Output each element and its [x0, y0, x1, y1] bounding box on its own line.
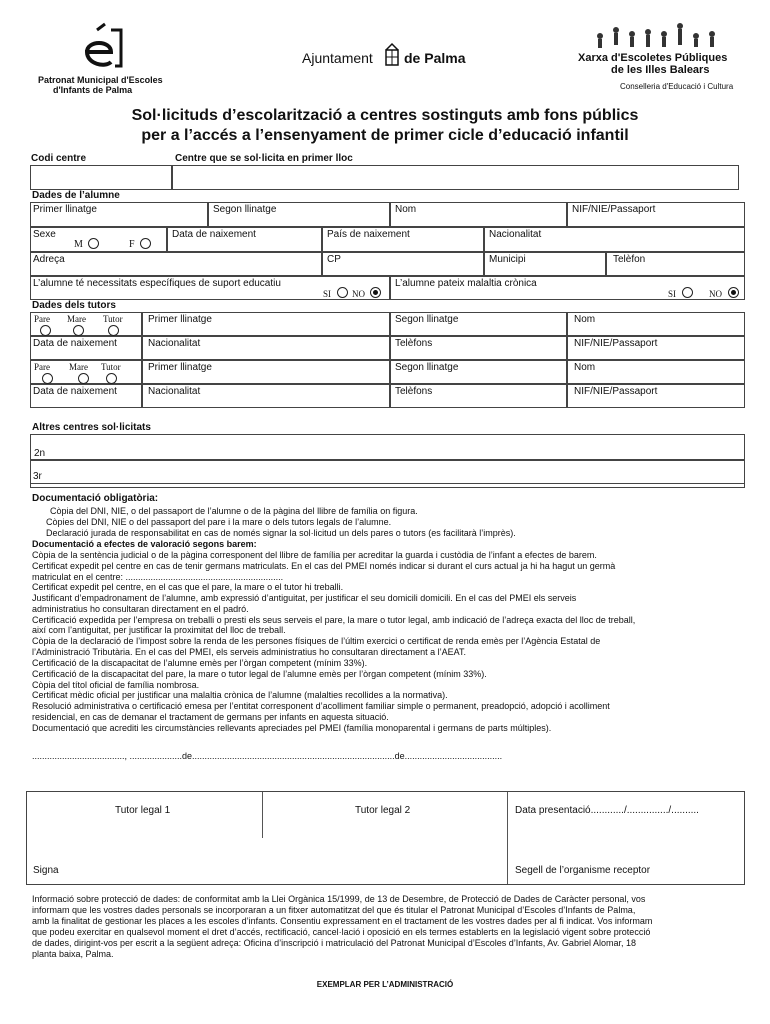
barem-line: així com l’antiguitat, per justificar la proximitat del lloc de treball. [32, 625, 286, 635]
alumne-adreca-field[interactable] [30, 252, 322, 276]
ajuntament-text: Ajuntament [302, 50, 373, 66]
signatures-table [26, 791, 745, 885]
patronat-name-2: d'Infants de Palma [53, 85, 133, 95]
data-presentacio-label[interactable]: Data presentació............/.............../.......... [515, 805, 699, 816]
barem-line: Documentació que acrediti les circumstàncies rellevants apreciades pel PMEI (família monoparental i germans de parts múltiples). [32, 723, 552, 733]
proteccio-line: que podeu exercitar en qualsevol moment el dret d’accés, rectificació, cancel·lació i oposició en els termes establerts en la legislació vigent sobre protecció [32, 927, 651, 937]
e-logo-icon [75, 22, 127, 72]
barem-line: Certificació expedida per l’empresa on treballi o presti els seus serveis el pare, la mare o tutor legal, amb indicació de l’adreça exacta del lloc de treball, [32, 615, 636, 625]
alumne-section-title: Dades de l’alumne [32, 190, 120, 201]
alumne-segon-llinatge-field[interactable] [208, 202, 390, 227]
xarxa-name-1: Xarxa d'Escoletes Públiques [578, 52, 728, 64]
malaltia-si-radio[interactable] [682, 287, 693, 298]
tutor2-nif-field[interactable] [567, 384, 745, 408]
altres-3r-label: 3r [33, 471, 42, 482]
children-figures-icon [592, 22, 722, 50]
field-label: CP [327, 254, 341, 265]
alumne-municipi-field[interactable] [484, 252, 606, 276]
tutor1-pare-label: Pare [34, 314, 50, 324]
obligatoria-item: Declaració jurada de responsabilitat en cas de només signar la sol·licitud un dels pares o tutors (es facilitarà l’imprès). [46, 528, 516, 538]
field-label: L’alumne pateix malaltia crònica [395, 278, 537, 289]
proteccio-line: informam que les vostres dades personals se incorporaran a un fitxer automatitzat del que és titular el Patronat Municipal d’Escoles d’Infants de Palma, [32, 905, 636, 915]
tutor1-mare-label: Mare [67, 314, 86, 324]
necessitats-si-radio[interactable] [337, 287, 348, 298]
barem-line: Còpia de la declaració de l’impost sobre la renda de les persones físiques de l’últim exercici o certificat de renda emès per l’Agència Estatal de [32, 636, 601, 646]
field-label: Adreça [33, 254, 65, 265]
alumne-telefon-field[interactable] [606, 252, 745, 276]
codi-centre-label: Codi centre [31, 153, 87, 164]
barem-line: Certificat mèdic oficial per justificar una malaltia crònica de l’alumne (malalties recollides a la normativa). [32, 690, 448, 700]
conselleria-text: Conselleria d'Educació i Cultura [620, 82, 734, 91]
codi-centre-input[interactable] [30, 165, 172, 190]
sexe-f-label: F [129, 239, 135, 250]
field-label: Nom [395, 204, 417, 215]
altres-2n-field[interactable] [30, 448, 745, 484]
necessitats-si-label: SI [323, 289, 332, 299]
field-label: Nom [574, 362, 596, 373]
field-label: Nom [574, 314, 596, 325]
sexe-m-radio[interactable] [88, 238, 99, 249]
field-label: Nacionalitat [489, 229, 542, 240]
alumne-pais-field[interactable] [322, 227, 484, 252]
patronat-name-1: Patronat Municipal d'Escoles [38, 75, 163, 85]
field-label: NIF/NIE/Passaport [574, 338, 658, 349]
palma-crest-icon [383, 42, 401, 68]
barem-line: l’Administració Tributària. En el cas del PMEI, els serveis administratius ho consultaran directament a l’AEAT. [32, 647, 467, 657]
segell-label: Segell de l’organisme receptor [515, 865, 651, 876]
field-label: Primer llinatge [33, 204, 97, 215]
field-label: Nacionalitat [148, 386, 201, 397]
barem-line: Còpia del títol oficial de família nombrosa. [32, 680, 200, 690]
barem-line: Certificació de la discapacitat de l’alumne emès per l’òrgan competent (mínim 33%). [32, 658, 368, 668]
tutor1-telefons-field[interactable] [390, 336, 567, 360]
tutor1-primer-llinatge-field[interactable] [142, 312, 390, 336]
malaltia-field [390, 276, 745, 300]
malaltia-no-label: NO [709, 289, 722, 299]
field-label: Nacionalitat [148, 338, 201, 349]
obligatoria-title: Documentació obligatòria: [32, 493, 159, 504]
barem-line: matriculat en el centre: ............................................................... [32, 572, 284, 582]
tutor2-mare-label: Mare [69, 362, 88, 372]
obligatoria-item: Còpia del DNI, NIE, o del passaport de l’alumne o de la pàgina del llibre de família on figura. [50, 506, 418, 516]
tutor1-pare-radio[interactable] [40, 325, 51, 336]
place-date-line[interactable]: ....................................., .....................de.................................................................................de....................................... [32, 751, 503, 761]
barem-line: Certificació de la discapacitat del pare, la mare o tutor legal de l’alumne emès per l’òrgan competent (mínim 33%). [32, 669, 487, 679]
divider [262, 792, 263, 838]
alumne-nif-field[interactable] [567, 202, 745, 227]
alumne-sexe-field [30, 227, 167, 252]
field-label: Segon llinatge [213, 204, 277, 215]
field-label: Telèfon [613, 254, 646, 265]
form-title-line2: per a l’accés a l’ensenyament de primer cicle d’educació infantil [141, 127, 629, 144]
tutor2-data-naixement-field[interactable] [30, 384, 142, 408]
form-title-line1: Sol·licituds d’escolarització a centres sostinguts amb fons públics [131, 107, 639, 124]
necessitats-field [30, 276, 390, 300]
barem-line: administratius ho consultaran directament en el padró. [32, 604, 249, 614]
malaltia-no-radio[interactable] [728, 287, 739, 298]
field-label: Telèfons [395, 338, 433, 349]
tutor2-mare-radio[interactable] [78, 373, 89, 384]
altres-2n-label: 2n [34, 448, 46, 459]
tutor1-nacionalitat-field[interactable] [142, 336, 390, 360]
tutor1-role-field [30, 312, 142, 336]
field-label: País de naixement [327, 229, 410, 240]
alumne-primer-llinatge-field[interactable] [30, 202, 208, 227]
tutor2-pare-radio[interactable] [42, 373, 53, 384]
tutor2-segon-llinatge-field[interactable] [390, 360, 567, 384]
obligatoria-item: Còpies del DNI, NIE o del passaport del pare i la mare o dels tutors legals de l’alumne. [46, 517, 392, 527]
barem-line: Certificat expedit pel centre en cas de tenir germans matriculats. En el cas del PMEI només indicar si durant el curs actual ja hi ha hagut un germà [32, 561, 616, 571]
tutor1-nom-field[interactable] [567, 312, 745, 336]
centre-label: Centre que se sol·licita en primer lloc [175, 153, 353, 164]
field-label: Telèfons [395, 386, 433, 397]
tutors-section-title: Dades dels tutors [32, 300, 116, 311]
field-label: Data de naixement [33, 386, 117, 397]
alumne-nom-field[interactable] [390, 202, 567, 227]
tutor2-nom-field[interactable] [567, 360, 745, 384]
tutor1-signature-label: Tutor legal 1 [115, 805, 171, 816]
field-label: Segon llinatge [395, 314, 459, 325]
malaltia-si-label: SI [668, 289, 677, 299]
signa-label: Signa [33, 865, 59, 876]
tutor1-tutor-radio[interactable] [108, 325, 119, 336]
tutor2-telefons-field[interactable] [390, 384, 567, 408]
centre-input[interactable] [172, 165, 739, 190]
field-label: Primer llinatge [148, 362, 212, 373]
alumne-nacionalitat-field[interactable] [484, 227, 745, 252]
field-label: NIF/NIE/Passaport [574, 386, 658, 397]
tutor2-tutor-label: Tutor [101, 362, 121, 372]
altres-3r-field[interactable] [30, 484, 745, 488]
divider [507, 792, 508, 884]
field-label: Municipi [489, 254, 526, 265]
tutor2-nacionalitat-field[interactable] [142, 384, 390, 408]
sexe-f-radio[interactable] [140, 238, 151, 249]
barem-title: Documentació a efectes de valoració segons barem: [32, 539, 257, 549]
altres-section-title: Altres centres sol·licitats [32, 422, 151, 433]
proteccio-line: planta baixa, Palma. [32, 949, 114, 959]
tutor2-signature-label: Tutor legal 2 [355, 805, 411, 816]
footer-exemplar: EXEMPLAR PER L’ADMINISTRACIÓ [316, 980, 454, 989]
tutor2-pare-label: Pare [34, 362, 50, 372]
altres-spacer-row [30, 434, 745, 460]
tutor2-role-field [30, 360, 142, 384]
necessitats-no-label: NO [352, 289, 365, 299]
necessitats-no-radio[interactable] [370, 287, 381, 298]
alumne-cp-field[interactable] [322, 252, 484, 276]
alumne-data-naixement-field[interactable] [167, 227, 322, 252]
tutor2-tutor-radio[interactable] [106, 373, 117, 384]
field-label: Sexe [33, 229, 56, 240]
field-label: Primer llinatge [148, 314, 212, 325]
field-label: L’alumne té necessitats específiques de suport educatiu [33, 278, 281, 289]
tutor1-data-naixement-field[interactable] [30, 336, 142, 360]
proteccio-line: de dades, dirigint-vos per escrit a la següent adreça: Oficina d’inscripció i matriculació del Patronat Municipal d’Escoles d’Infants, Av. Gabriel Alomar, 18 [32, 938, 636, 948]
field-label: NIF/NIE/Passaport [572, 204, 656, 215]
tutor1-nif-field[interactable] [567, 336, 745, 360]
barem-line: Certificat expedit pel centre, en el cas que el pare, la mare o el tutor hi treballi. [32, 582, 344, 592]
field-label: Data de naixement [172, 229, 256, 240]
field-label: Data de naixement [33, 338, 117, 349]
field-label: Segon llinatge [395, 362, 459, 373]
de-palma-text: de Palma [404, 50, 466, 66]
barem-line: Justificant d’empadronament de l’alumne, amb expressió d’antiguitat, per justificar el seu domicili domicili. En el cas del PMEI els serveis [32, 593, 577, 603]
tutor2-primer-llinatge-field[interactable] [142, 360, 390, 384]
sexe-m-label: M [74, 239, 83, 250]
barem-line: residencial, en cas de demanar el tractament de germans per infants en aquesta situació. [32, 712, 389, 722]
proteccio-line: amb la finalitat de gestionar les places a les escoles d’infants. Consentiu expressament en el tractament de les vostres dades per al fi indicat. Vos informam [32, 916, 653, 926]
barem-line: Resolució administrativa o certificació emesa per l’entitat corresponent d’acolliment familiar simple o permanent, preadopció, adopció i acolliment [32, 701, 610, 711]
tutor1-tutor-label: Tutor [103, 314, 123, 324]
xarxa-name-2: de les Illes Balears [611, 64, 710, 76]
proteccio-line: Informació sobre protecció de dades: de conformitat amb la Llei Orgànica 15/1999, de 13 de Desembre, de Protecció de Dades de Caràcter personal, vos [32, 894, 646, 904]
tutor1-segon-llinatge-field[interactable] [390, 312, 567, 336]
tutor1-mare-radio[interactable] [73, 325, 84, 336]
barem-line: Còpia de la sentència judicial o de la pàgina corresponent del llibre de família per acreditar la guarda i custòdia de l’infant a efectes de barem. [32, 550, 597, 560]
